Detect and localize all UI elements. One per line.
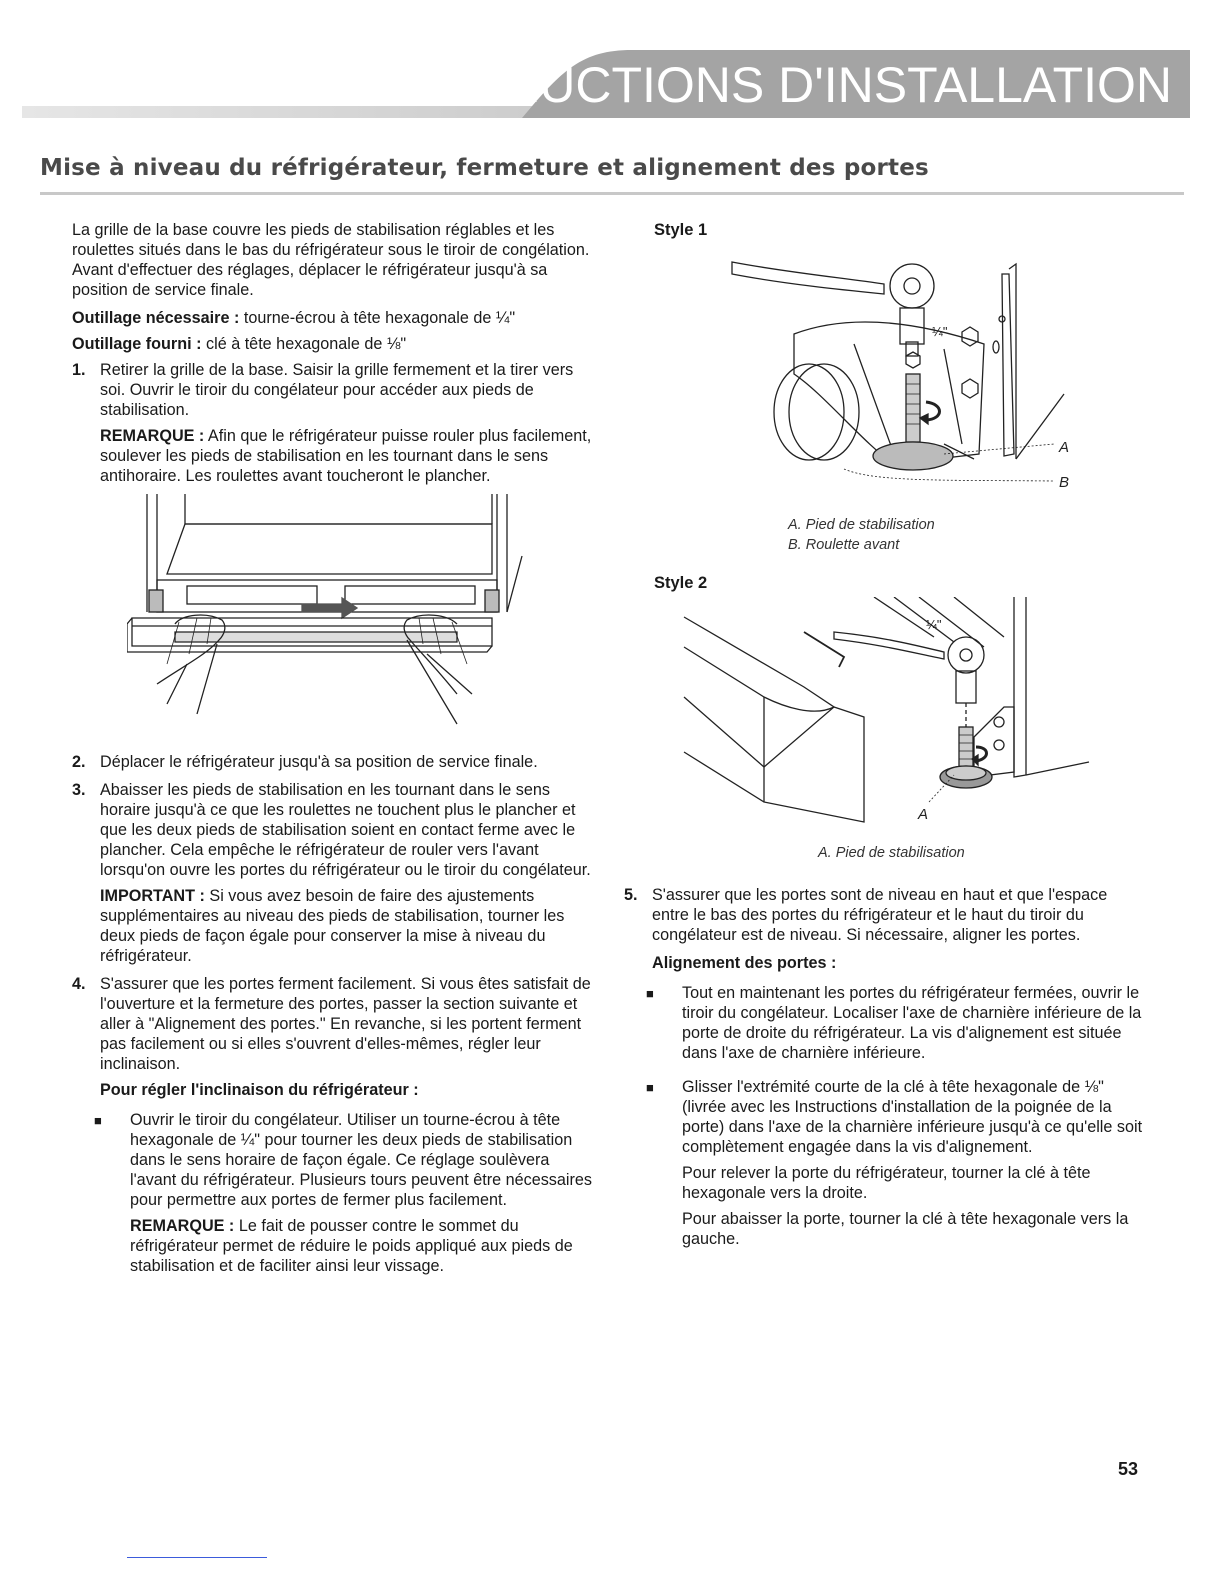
style-2-leveling-foot-illustration bbox=[654, 597, 1114, 837]
step-2-text: Déplacer le réfrigérateur jusqu'à sa position de service finale. bbox=[100, 753, 538, 771]
header-banner bbox=[22, 50, 1190, 118]
style-1-callout-a: A bbox=[1059, 439, 1070, 456]
intro-paragraph: La grille de la base couvre les pieds de stabilisation réglables et les roulettes situés dans le bas du réfrigérateur sous le tiroir de congélation. Avant d'effectuer des réglages, déplacer le réfrigérateur jusqu'à sa position de service finale. bbox=[72, 221, 590, 299]
step-3-important-label: IMPORTANT : bbox=[100, 887, 205, 905]
tilt-heading: Pour régler l'inclinaison du réfrigérateur : bbox=[100, 1081, 419, 1099]
door-bullet-2 bbox=[646, 1077, 1144, 1157]
door-alignment-heading: Alignement des portes : bbox=[652, 954, 837, 972]
style-2-caption-a: A. Pied de stabilisation bbox=[818, 845, 965, 861]
tools-needed-value: tourne-écrou à tête hexagonale de ¼" bbox=[239, 309, 516, 327]
door-bullet-1-text: Tout en maintenant les portes du réfrigérateur fermées, ouvrir le tiroir du congélateur. Localiser l'axe de charnière inférieure de la porte de droite du réfrigérateur. La vis d'alignement est située dans l'axe de charnière inférieure. bbox=[682, 984, 1142, 1062]
step-5-number: 5. bbox=[624, 886, 638, 904]
style-1-callout-b: B bbox=[1059, 474, 1070, 491]
style-1-size-label: ¼" bbox=[932, 324, 948, 339]
step-2 bbox=[72, 752, 592, 772]
style-2-size-label: ¼" bbox=[926, 617, 942, 632]
tilt-note-text: Le fait de pousser contre le sommet du réfrigérateur permet de réduire le poids appliqué aux pieds de stabilisation et de faciliter ainsi leur vissage. bbox=[130, 1217, 573, 1275]
tilt-bullet-text: Ouvrir le tiroir du congélateur. Utiliser un tourne-écrou à tête hexagonale de ¼" pour tourner les deux pieds de stabilisation dans le sens horaire de façon égale. Ce réglage soulèvera l'avant du réfrigérateur. Plusieurs tours peuvent être nécessaires pour permettre aux portes de fermer plus facilement. bbox=[130, 1111, 592, 1209]
door-bullet-1 bbox=[646, 983, 1144, 1063]
step-1-note-text: Afin que le réfrigérateur puisse rouler plus facilement, soulever les pieds de stabilisation en les tournant dans le sens antihoraire. Les roulettes avant toucheront le plancher. bbox=[100, 427, 592, 485]
right-column bbox=[624, 220, 1144, 1257]
step-3-number: 3. bbox=[72, 781, 86, 799]
section-title: Mise à niveau du réfrigérateur, fermeture et alignement des portes bbox=[40, 155, 929, 181]
style-2-label: Style 2 bbox=[654, 574, 708, 592]
step-1-note-label: REMARQUE : bbox=[100, 427, 205, 445]
step-1-number: 1. bbox=[72, 361, 86, 379]
step-5-text: S'assurer que les portes sont de niveau en haut et que l'espace entre le bas des portes du réfrigérateur et le haut du tiroir du congélateur est de niveau. Si nécessaire, aligner les portes. bbox=[652, 886, 1108, 944]
square-bullet-icon: ■ bbox=[94, 1113, 102, 1128]
step-1-note bbox=[100, 426, 592, 486]
step-3-important-text: Si vous avez besoin de faire des ajustements supplémentaires au niveau des pieds de stabilisation, tourner les deux pieds de façon égale pour conserver la mise à niveau du réfrigérateur. bbox=[100, 887, 565, 965]
square-bullet-icon: ■ bbox=[646, 1080, 654, 1095]
step-4-number: 4. bbox=[72, 975, 86, 993]
door-raise-text: Pour relever la porte du réfrigérateur, tourner la clé à tête hexagonale vers la droite. bbox=[682, 1164, 1091, 1202]
footer-rule bbox=[127, 1557, 267, 1558]
style-1-caption-b: B. Roulette avant bbox=[788, 537, 900, 553]
step-1 bbox=[72, 360, 592, 420]
left-column bbox=[72, 220, 592, 1284]
banner-title: INSTRUCTIONS D'INSTALLATION bbox=[389, 57, 1172, 113]
tilt-note-label: REMARQUE : bbox=[130, 1217, 235, 1235]
style-1-label: Style 1 bbox=[654, 221, 708, 239]
door-bullet-2-text: Glisser l'extrémité courte de la clé à tête hexagonale de ⅛" (livrée avec les Instructions d'installation de la poignée de la porte) dans l'axe de la charnière inférieure jusqu'à ce qu'elle soit complètement engagée dans la vis d'alignement. bbox=[682, 1078, 1143, 1156]
step-3-text: Abaisser les pieds de stabilisation en les tournant dans le sens horaire jusqu'à ce que les roulettes ne touchent plus le plancher et que les deux pieds de stabilisation soient en contact ferme avec le plancher. Cela empêche le réfrigérateur de rouler vers l'avant lorsqu'on ouvre les portes du réfrigérateur ou le tiroir du congélateur. bbox=[100, 781, 591, 879]
grille-removal-illustration bbox=[127, 494, 567, 744]
step-3-important bbox=[100, 886, 592, 966]
step-5 bbox=[624, 885, 1144, 945]
step-3 bbox=[72, 780, 592, 880]
style-2-callout-a: A bbox=[918, 806, 929, 823]
tilt-note bbox=[130, 1216, 592, 1276]
door-lower-text: Pour abaisser la porte, tourner la clé à tête hexagonale vers la gauche. bbox=[682, 1210, 1129, 1248]
tools-needed bbox=[72, 308, 592, 328]
tilt-bullet bbox=[94, 1110, 592, 1210]
style-1-leveling-foot-illustration bbox=[644, 244, 1104, 509]
tools-provided bbox=[72, 334, 592, 354]
tools-provided-value: clé à tête hexagonale de ⅛" bbox=[201, 335, 407, 353]
step-4-text: S'assurer que les portes ferment facilement. Si vous êtes satisfait de l'ouverture et la fermeture des portes, passer la section suivante et aller à "Alignement des portes." En revanche, si les portent ferment pas facilement ou si elles s'ouvrent d'elles-mêmes, régler leur inclinaison. bbox=[100, 975, 591, 1073]
step-4 bbox=[72, 974, 592, 1074]
square-bullet-icon: ■ bbox=[646, 986, 654, 1001]
tools-needed-label: Outillage nécessaire : bbox=[72, 309, 240, 327]
step-1-text: Retirer la grille de la base. Saisir la grille fermement et la tirer vers soi. Ouvrir le tiroir du congélateur pour accéder aux pieds de stabilisation. bbox=[100, 361, 574, 419]
step-2-number: 2. bbox=[72, 753, 86, 771]
section-divider bbox=[40, 192, 1184, 195]
style-1-caption-a: A. Pied de stabilisation bbox=[788, 517, 935, 533]
tools-provided-label: Outillage fourni : bbox=[72, 335, 202, 353]
page-number: 53 bbox=[1118, 1459, 1139, 1479]
